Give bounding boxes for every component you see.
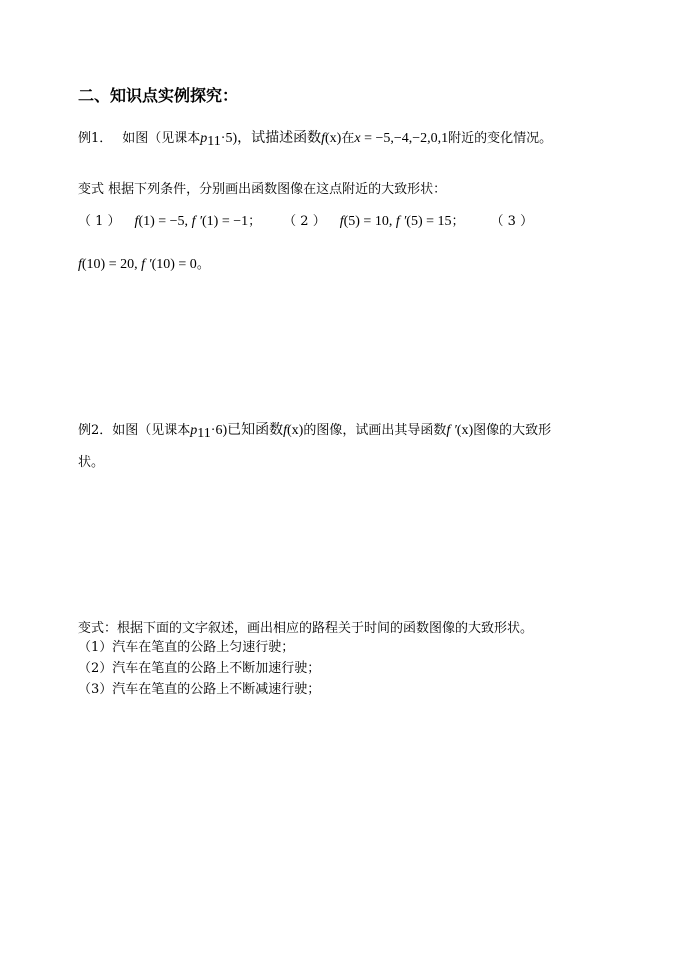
- page-ref-sub: 11: [197, 426, 211, 441]
- variant-1-conditions: [78, 214, 533, 230]
- condition-2-derivative: (5) = 15: [406, 214, 452, 229]
- example-1-prefix: 如图（见课本: [122, 131, 201, 146]
- variant-2-item: （1）汽车在笔直的公路上匀速行驶；: [78, 640, 295, 655]
- condition-3-f: f: [78, 257, 82, 272]
- condition-1-derivative: (1) = −1: [202, 214, 249, 229]
- condition-2-f: f: [339, 214, 344, 229]
- condition-3-label: （ 3 ）: [490, 214, 534, 229]
- x-variable: x: [354, 131, 361, 146]
- condition-1-f: f: [134, 214, 139, 229]
- example-1-label: 例1．: [78, 131, 113, 146]
- end-mark: 。: [196, 257, 210, 272]
- variant-1-condition-3: [78, 257, 210, 273]
- separator: ；: [451, 214, 465, 229]
- section-heading: 二、知识点实例探究：: [78, 86, 239, 105]
- condition-3-fprime: f ′: [141, 257, 152, 272]
- separator: ；: [248, 214, 262, 229]
- example-1-at: 在: [341, 131, 355, 146]
- example-2-ref-tail: ·6)已知函数: [210, 423, 284, 438]
- derivative-f: f ′: [446, 423, 457, 438]
- condition-3-value: (10) = 20,: [81, 257, 142, 272]
- condition-2-label: （ 2 ）: [283, 214, 326, 229]
- example-1-suffix: 附近的变化情况。: [448, 131, 553, 146]
- condition-2-value: (5) = 10,: [343, 214, 396, 229]
- page-ref-p: p: [200, 131, 208, 146]
- example-2-middle: 的图像，试画出其导函数: [303, 423, 447, 438]
- variant-2-intro: 变式：根据下面的文字叙述，画出相应的路程关于时间的函数图像的大致形状。: [78, 621, 534, 636]
- variant-1-intro: 变式 根据下列条件，分别画出函数图像在这点附近的大致形状：: [78, 182, 447, 197]
- function-f: f: [283, 423, 287, 438]
- example-2-label: 例2．: [78, 423, 113, 438]
- variant-2-item: （2）汽车在笔直的公路上不断加速行驶；: [78, 661, 321, 676]
- page-ref-sub: 11: [207, 134, 221, 149]
- example-2-prefix: 如图（见课本: [112, 423, 191, 438]
- condition-2-fprime: f ′: [395, 214, 407, 229]
- function-arg: (x): [287, 423, 304, 438]
- variant-2-item: （3）汽车在笔直的公路上不断减速行驶；: [78, 682, 321, 697]
- example-1-ref-tail: ·5)，试描述函数: [220, 131, 322, 146]
- example-2-tail: 图像的大致形: [473, 423, 552, 438]
- condition-1-value: (1) = −5,: [138, 214, 192, 229]
- function-f: f: [321, 131, 325, 146]
- condition-1-label: （ 1 ）: [78, 214, 121, 229]
- derivative-arg: (x): [456, 423, 474, 438]
- page-ref-p: p: [190, 423, 198, 438]
- example-2-line-2: 状。: [78, 455, 105, 470]
- condition-1-fprime: f ′: [191, 214, 203, 229]
- condition-3-derivative: (10) = 0: [151, 257, 197, 272]
- example-1: [78, 131, 552, 150]
- x-values: = −5,−4,−2,0,1: [360, 131, 449, 146]
- function-arg: (x): [325, 131, 342, 146]
- example-2: [78, 423, 551, 442]
